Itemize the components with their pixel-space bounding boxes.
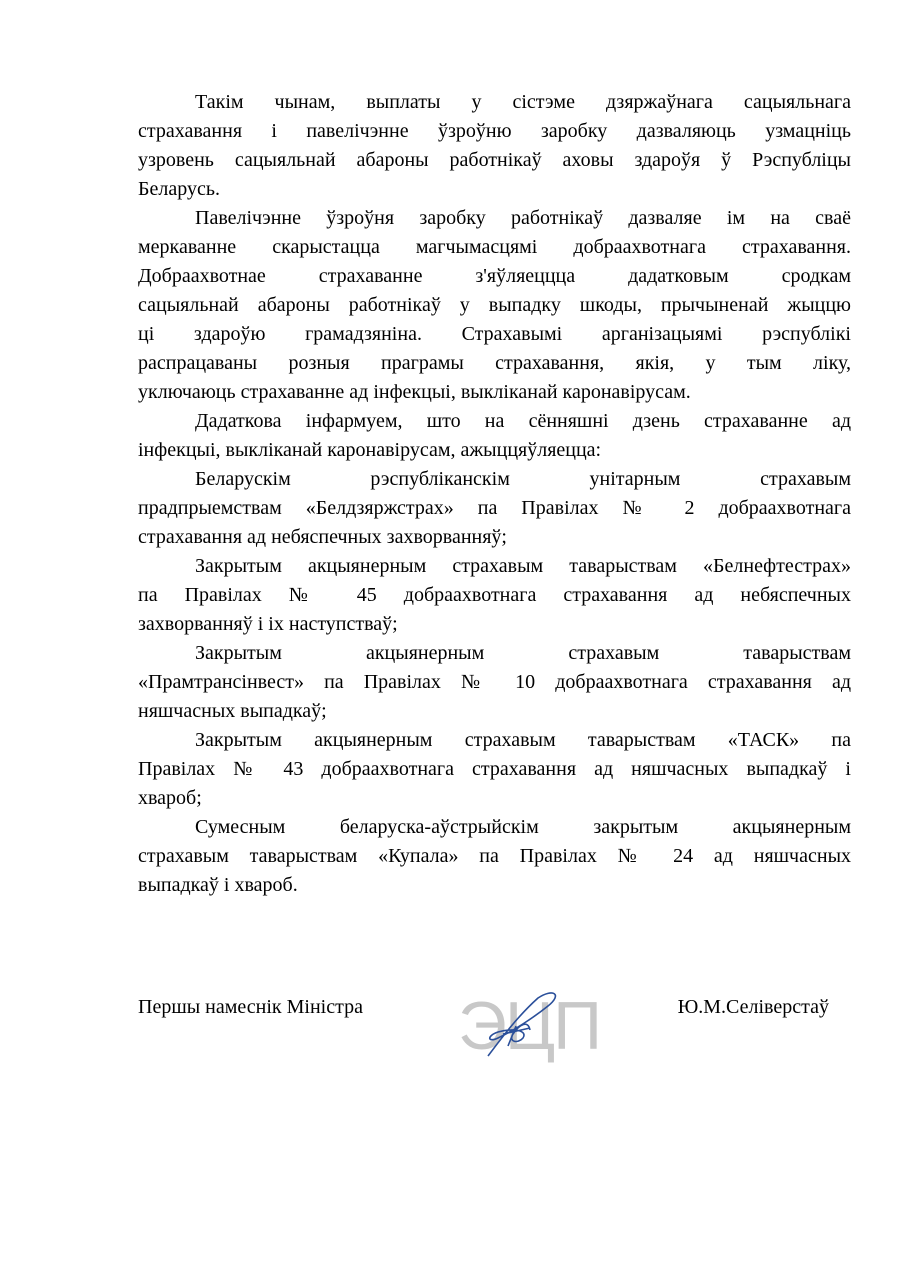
document-body (138, 88, 851, 900)
text-line: уключаюць страхаванне ад інфекцыі, выкліканай каронавірусам. (138, 381, 691, 403)
paragraph (138, 639, 851, 726)
text-line: распрацаваны розныя праграмы страхавання, якія, у тым ліку, (138, 352, 851, 374)
paragraph (138, 726, 851, 813)
signatory-position: Першы намеснік Міністра (138, 996, 363, 1018)
text-line: захворванняў і іх наступстваў; (138, 613, 398, 635)
paragraph (138, 552, 851, 639)
paragraph (138, 813, 851, 900)
signature-block (138, 988, 851, 1076)
text-line: Добраахвотнае страхаванне з'яўляеццца дадатковым сродкам (138, 265, 851, 287)
text-line: страхавання ад небяспечных захворванняў; (138, 526, 507, 548)
text-line: страхавання і павелічэнне ўзроўню заробку дазваляюць узмацніць (138, 120, 851, 142)
text-line: ці здароўю грамадзяніна. Страхавымі арганізацыямі рэспублікі (138, 323, 851, 345)
text-line: Закрытым акцыянерным страхавым таварыствам «Белнефтестрах» (195, 555, 851, 577)
text-line: няшчасных выпадкаў; (138, 700, 327, 722)
text-line: Беларусь. (138, 178, 220, 200)
text-line: прадпрыемствам «Белдзяржстрах» па Правілах № 2 добраахвотнага (138, 497, 851, 519)
text-line: Павелічэнне ўзроўня заробку работнікаў дазваляе ім на сваё (195, 207, 851, 229)
text-line: Закрытым акцыянерным страхавым таварыствам «ТАСК» па (195, 729, 851, 751)
text-line: Правілах № 43 добраахвотнага страхавання ад няшчасных выпадкаў і (138, 758, 851, 780)
signatory-name: Ю.М.Селіверстаў (677, 996, 829, 1018)
digital-signature-stamp: ЭЦП (458, 988, 601, 1064)
text-line: Закрытым акцыянерным страхавым таварыствам (195, 642, 851, 664)
paragraph (138, 465, 851, 552)
text-line: «Прамтрансінвест» па Правілах № 10 добраахвотнага страхавання ад (138, 671, 851, 693)
text-line: хвароб; (138, 787, 202, 809)
text-line: па Правілах № 45 добраахвотнага страхавання ад небяспечных (138, 584, 851, 606)
paragraph (138, 88, 851, 204)
paragraph (138, 407, 851, 465)
text-line: інфекцыі, выкліканай каронавірусам, ажыццяўляецца: (138, 439, 602, 461)
paragraph (138, 204, 851, 407)
handwritten-signature (468, 986, 578, 1066)
text-line: Беларускім рэспубліканскім унітарным страхавым (195, 468, 851, 490)
text-line: Сумесным беларуска-аўстрыйскім закрытым акцыянерным (195, 816, 851, 838)
text-line: Такім чынам, выплаты у сістэме дзяржаўнага сацыяльнага (195, 91, 851, 113)
text-line: меркаванне скарыстацца магчымасцямі добраахвотнага страхавання. (138, 236, 851, 258)
text-line: страхавым таварыствам «Купала» па Правілах № 24 ад няшчасных (138, 845, 851, 867)
text-line: сацыяльнай абароны работнікаў у выпадку шкоды, прычыненай жыццю (138, 294, 851, 316)
text-line: Дадаткова інфармуем, што на сённяшні дзень страхаванне ад (195, 410, 851, 432)
text-line: выпадкаў і хвароб. (138, 874, 298, 896)
text-line: узровень сацыяльнай абароны работнікаў аховы здароўя ў Рэспубліцы (138, 149, 851, 171)
